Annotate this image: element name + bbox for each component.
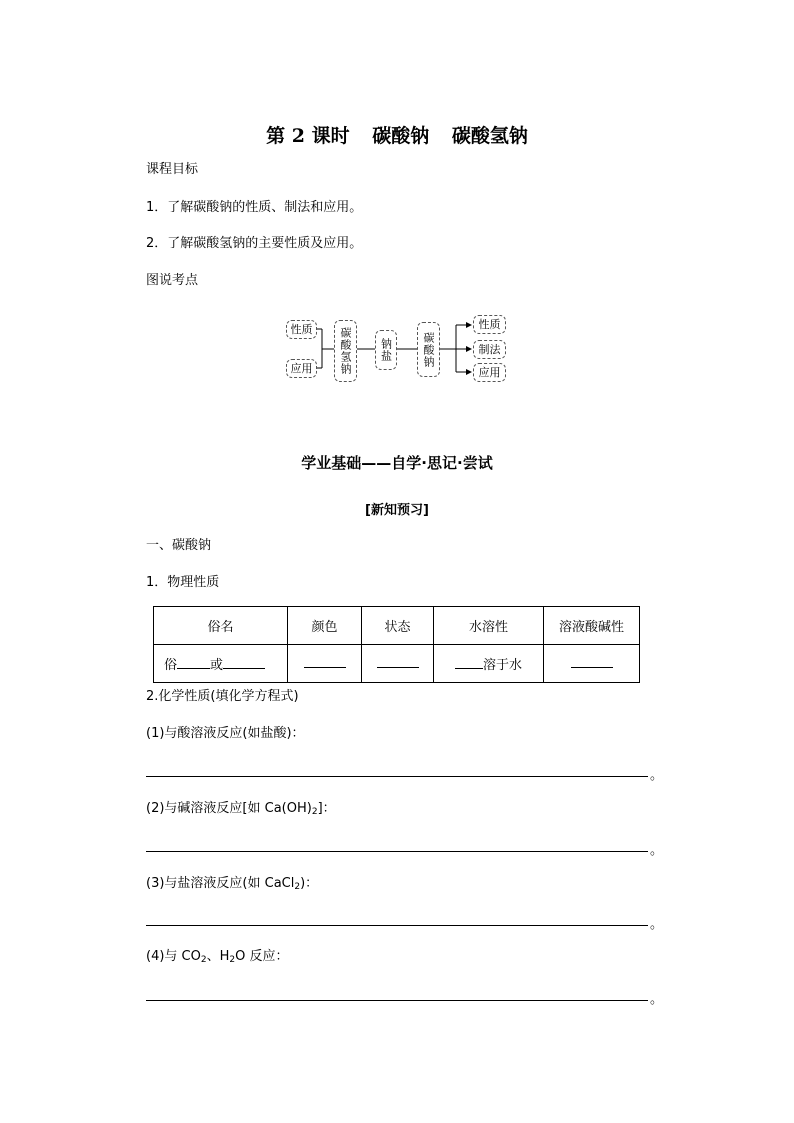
question-3 [146, 876, 318, 895]
color-cell [288, 645, 362, 683]
diagram-node-sodium-carbonate: 碳酸钠 [417, 322, 440, 377]
answer-1-end: 。 [650, 768, 664, 783]
question-2-text: (2)与碱溶液反应[如 Ca(OH) [146, 801, 312, 816]
color-blank[interactable] [304, 655, 346, 668]
question-4-text: (4)与 CO [146, 949, 201, 964]
chemical-properties-heading: 2.化学性质(填化学方程式) [146, 689, 299, 704]
question-4-subscript-1: 2 [200, 955, 207, 965]
diagram-connectors [0, 0, 794, 400]
answer-line-3[interactable] [146, 925, 648, 926]
objectives-heading: 课程目标 [146, 162, 199, 177]
state-blank[interactable] [377, 655, 419, 668]
question-2 [146, 801, 336, 820]
objective-item-2: 2．了解碳酸氢钠的主要性质及应用。 [146, 236, 363, 251]
title-sodium-bicarbonate: 碳酸氢钠 [451, 125, 528, 147]
table-header-solubility: 水溶性 [434, 607, 544, 645]
table-header-state: 状态 [362, 607, 434, 645]
common-name-blank-2[interactable] [223, 656, 265, 669]
title-lesson: 第 2 课时 [266, 125, 350, 147]
common-name-or: 或 [210, 658, 224, 673]
physical-properties-heading: 1．物理性质 [146, 575, 220, 590]
acidity-blank[interactable] [571, 655, 613, 668]
answer-line-1[interactable] [146, 776, 648, 777]
common-name-cell [154, 645, 288, 683]
section-subtitle: [新知预习] [365, 503, 429, 518]
table-header-color: 颜色 [288, 607, 362, 645]
question-2-subscript: 2 [311, 807, 318, 817]
diagram-heading: 图说考点 [146, 273, 199, 288]
state-cell [362, 645, 434, 683]
answer-4-end: 。 [650, 992, 664, 1007]
table-header-row [154, 607, 640, 645]
solubility-blank[interactable] [455, 656, 483, 669]
diagram-node-sodium-bicarbonate: 碳酸氢钠 [334, 320, 357, 382]
solubility-cell [434, 645, 544, 683]
diagram-node-applications-right: 应用 [473, 363, 506, 382]
question-3-tail: )： [300, 876, 319, 891]
diagram-node-properties-left: 性质 [286, 320, 317, 339]
acidity-cell [544, 645, 640, 683]
objective-item-1: 1．了解碳酸钠的性质、制法和应用。 [146, 200, 363, 215]
question-4-subscript-2: 2 [229, 955, 236, 965]
solubility-text: 溶于水 [482, 658, 522, 673]
physical-properties-table [153, 606, 640, 683]
question-4-tail: O 反应： [235, 949, 289, 964]
section-title: 学业基础——自学·思记·尝试 [301, 454, 493, 472]
question-1: (1)与酸溶液反应(如盐酸)： [146, 726, 305, 741]
question-4 [146, 949, 288, 968]
table-header-acidity: 溶液酸碱性 [544, 607, 640, 645]
table-row [154, 645, 640, 683]
diagram-node-properties-right: 性质 [473, 315, 506, 334]
diagram-node-preparation-right: 制法 [473, 340, 506, 359]
answer-line-2[interactable] [146, 851, 648, 852]
common-name-blank-1[interactable] [177, 656, 210, 669]
diagram-node-applications-left: 应用 [286, 359, 317, 378]
common-name-prefix: 俗 [164, 658, 178, 673]
diagram-node-sodium-salt: 钠盐 [375, 330, 397, 370]
question-2-tail: ]： [317, 801, 336, 816]
table-header-common-name: 俗名 [154, 607, 288, 645]
answer-line-4[interactable] [146, 1000, 648, 1001]
part-one-heading: 一、碳酸钠 [146, 538, 212, 553]
question-3-subscript: 2 [294, 882, 301, 892]
answer-2-end: 。 [650, 843, 664, 858]
title-sodium-carbonate: 碳酸钠 [372, 125, 430, 147]
answer-3-end: 。 [650, 917, 664, 932]
concept-diagram [0, 0, 794, 400]
question-3-text: (3)与盐溶液反应(如 CaCl [146, 876, 295, 891]
question-4-mid: 、H [206, 949, 230, 964]
